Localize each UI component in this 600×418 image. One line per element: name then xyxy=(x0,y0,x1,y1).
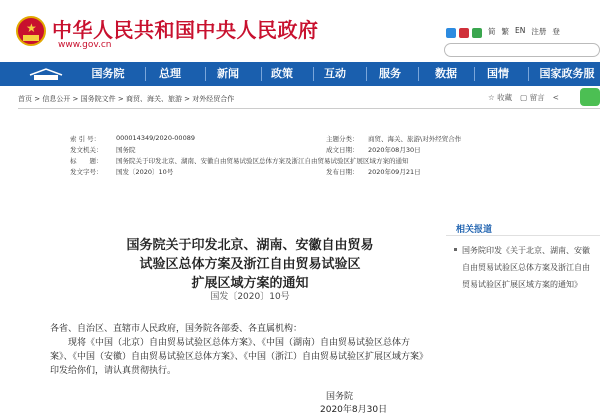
nav-divider xyxy=(366,67,367,81)
lang-simplified[interactable]: 简 xyxy=(488,27,496,36)
title-line-2: 试验区总体方案及浙江自由贸易试验区 xyxy=(139,257,361,272)
page-tools xyxy=(488,92,559,103)
nav-divider xyxy=(528,67,529,81)
nav-guowuyuan[interactable]: 国务院 xyxy=(91,67,125,80)
search-input[interactable] xyxy=(444,43,600,57)
document-body xyxy=(50,322,430,378)
made-date-label: 成文日期： xyxy=(326,146,359,154)
docno-label: 发文字号： xyxy=(70,168,103,176)
site-domain: www.gov.cn xyxy=(58,40,112,50)
salutation: 各省、自治区、直辖市人民政府，国务院各部委、各直属机构： xyxy=(50,324,303,334)
nav-guoqing[interactable]: 国情 xyxy=(487,67,509,80)
agency-value: 国务院 xyxy=(116,146,136,154)
sign-date: 2020年8月30日 xyxy=(320,405,388,415)
home-nav-icon[interactable] xyxy=(26,62,66,86)
main-nav xyxy=(0,62,600,86)
weibo-icon[interactable] xyxy=(459,28,469,38)
index-label: 索 引 号： xyxy=(70,135,101,143)
document-metadata xyxy=(70,134,600,184)
message-button[interactable]: ▢ 留言 xyxy=(520,93,545,102)
site-title[interactable]: 中华人民共和国中央人民政府 xyxy=(52,18,319,42)
nav-divider xyxy=(205,67,206,81)
nav-fuwu[interactable]: 服务 xyxy=(379,67,401,80)
nav-divider xyxy=(313,67,314,81)
related-heading: 相关报道 xyxy=(456,225,493,235)
nav-zhengwu-fuwu[interactable]: 国家政务服 xyxy=(539,67,595,80)
title-line-1: 国务院关于印发北京、湖南、安徽自由贸易 xyxy=(126,238,374,253)
wechat-small-icon[interactable] xyxy=(472,28,482,38)
related-divider xyxy=(446,235,600,236)
body-paragraph: 现将《中国（北京）自由贸易试验区总体方案》、《中国（湖南）自由贸易试验区总体方案》、《中国（安徽）自由贸易试验区总体方案》、《中国（浙江）自由贸易试验区扩展区域方案》印发给你们，请认真贯彻执行。 xyxy=(50,338,429,376)
login-link[interactable]: 登 xyxy=(552,27,560,36)
register-link[interactable]: 注册 xyxy=(531,27,547,36)
lang-english[interactable]: EN xyxy=(515,26,526,35)
related-reports xyxy=(446,222,600,289)
pub-date-value: 2020年09月21日 xyxy=(368,168,421,176)
nav-zhengce[interactable]: 政策 xyxy=(271,67,293,80)
breadcrumb[interactable]: 首页 > 信息公开 > 国务院文件 > 商贸、海关、旅游 > 对外经贸合作 xyxy=(18,95,235,103)
site-header xyxy=(0,0,600,62)
favorite-label: 收藏 xyxy=(497,93,513,102)
made-date-value: 2020年08月30日 xyxy=(368,146,421,154)
favorite-button[interactable]: ☆ 收藏 xyxy=(488,93,513,102)
social-icons xyxy=(446,27,482,39)
signer: 国务院 xyxy=(326,392,354,402)
subject-label: 标 题： xyxy=(70,157,103,165)
share-icon[interactable]: < xyxy=(552,93,559,102)
nav-divider xyxy=(418,67,419,81)
language-switcher xyxy=(488,26,560,37)
title-line-3: 扩展区域方案的通知 xyxy=(191,276,309,291)
nav-divider xyxy=(474,67,475,81)
nav-xinwen[interactable]: 新闻 xyxy=(217,67,239,80)
pub-date-label: 发布日期： xyxy=(326,168,359,176)
message-label: 留言 xyxy=(529,93,545,102)
nav-hudong[interactable]: 互动 xyxy=(324,67,346,80)
nav-zongli[interactable]: 总理 xyxy=(159,67,181,80)
national-emblem-icon: ★ xyxy=(16,16,46,46)
bullet-icon xyxy=(454,248,457,251)
nav-divider xyxy=(261,67,262,81)
topic-value: 商贸、海关、旅游\对外经贸合作 xyxy=(368,135,462,143)
docno-value: 国发〔2020〕10号 xyxy=(116,168,174,176)
wechat-share-icon[interactable] xyxy=(580,88,600,106)
related-link[interactable]: 国务院印发《关于北京、湖南、安徽自由贸易试验区总体方案及浙江自由贸易试验区扩展区域方案的通知》 xyxy=(462,246,590,289)
document-title xyxy=(100,236,400,293)
subject-value: 国务院关于印发北京、湖南、安徽自由贸易试验区总体方案及浙江自由贸易试验区扩展区域方案的通知 xyxy=(116,157,409,165)
topic-label: 主题分类： xyxy=(326,135,359,143)
index-value: 000014349/2020-00089 xyxy=(116,134,195,142)
app-icon[interactable] xyxy=(446,28,456,38)
nav-shuju[interactable]: 数据 xyxy=(435,67,457,80)
nav-divider xyxy=(145,67,146,81)
divider xyxy=(18,108,600,109)
document-number: 国发〔2020〕10号 xyxy=(210,292,290,302)
agency-label: 发文机关： xyxy=(70,146,103,154)
lang-traditional[interactable]: 繁 xyxy=(501,27,509,36)
